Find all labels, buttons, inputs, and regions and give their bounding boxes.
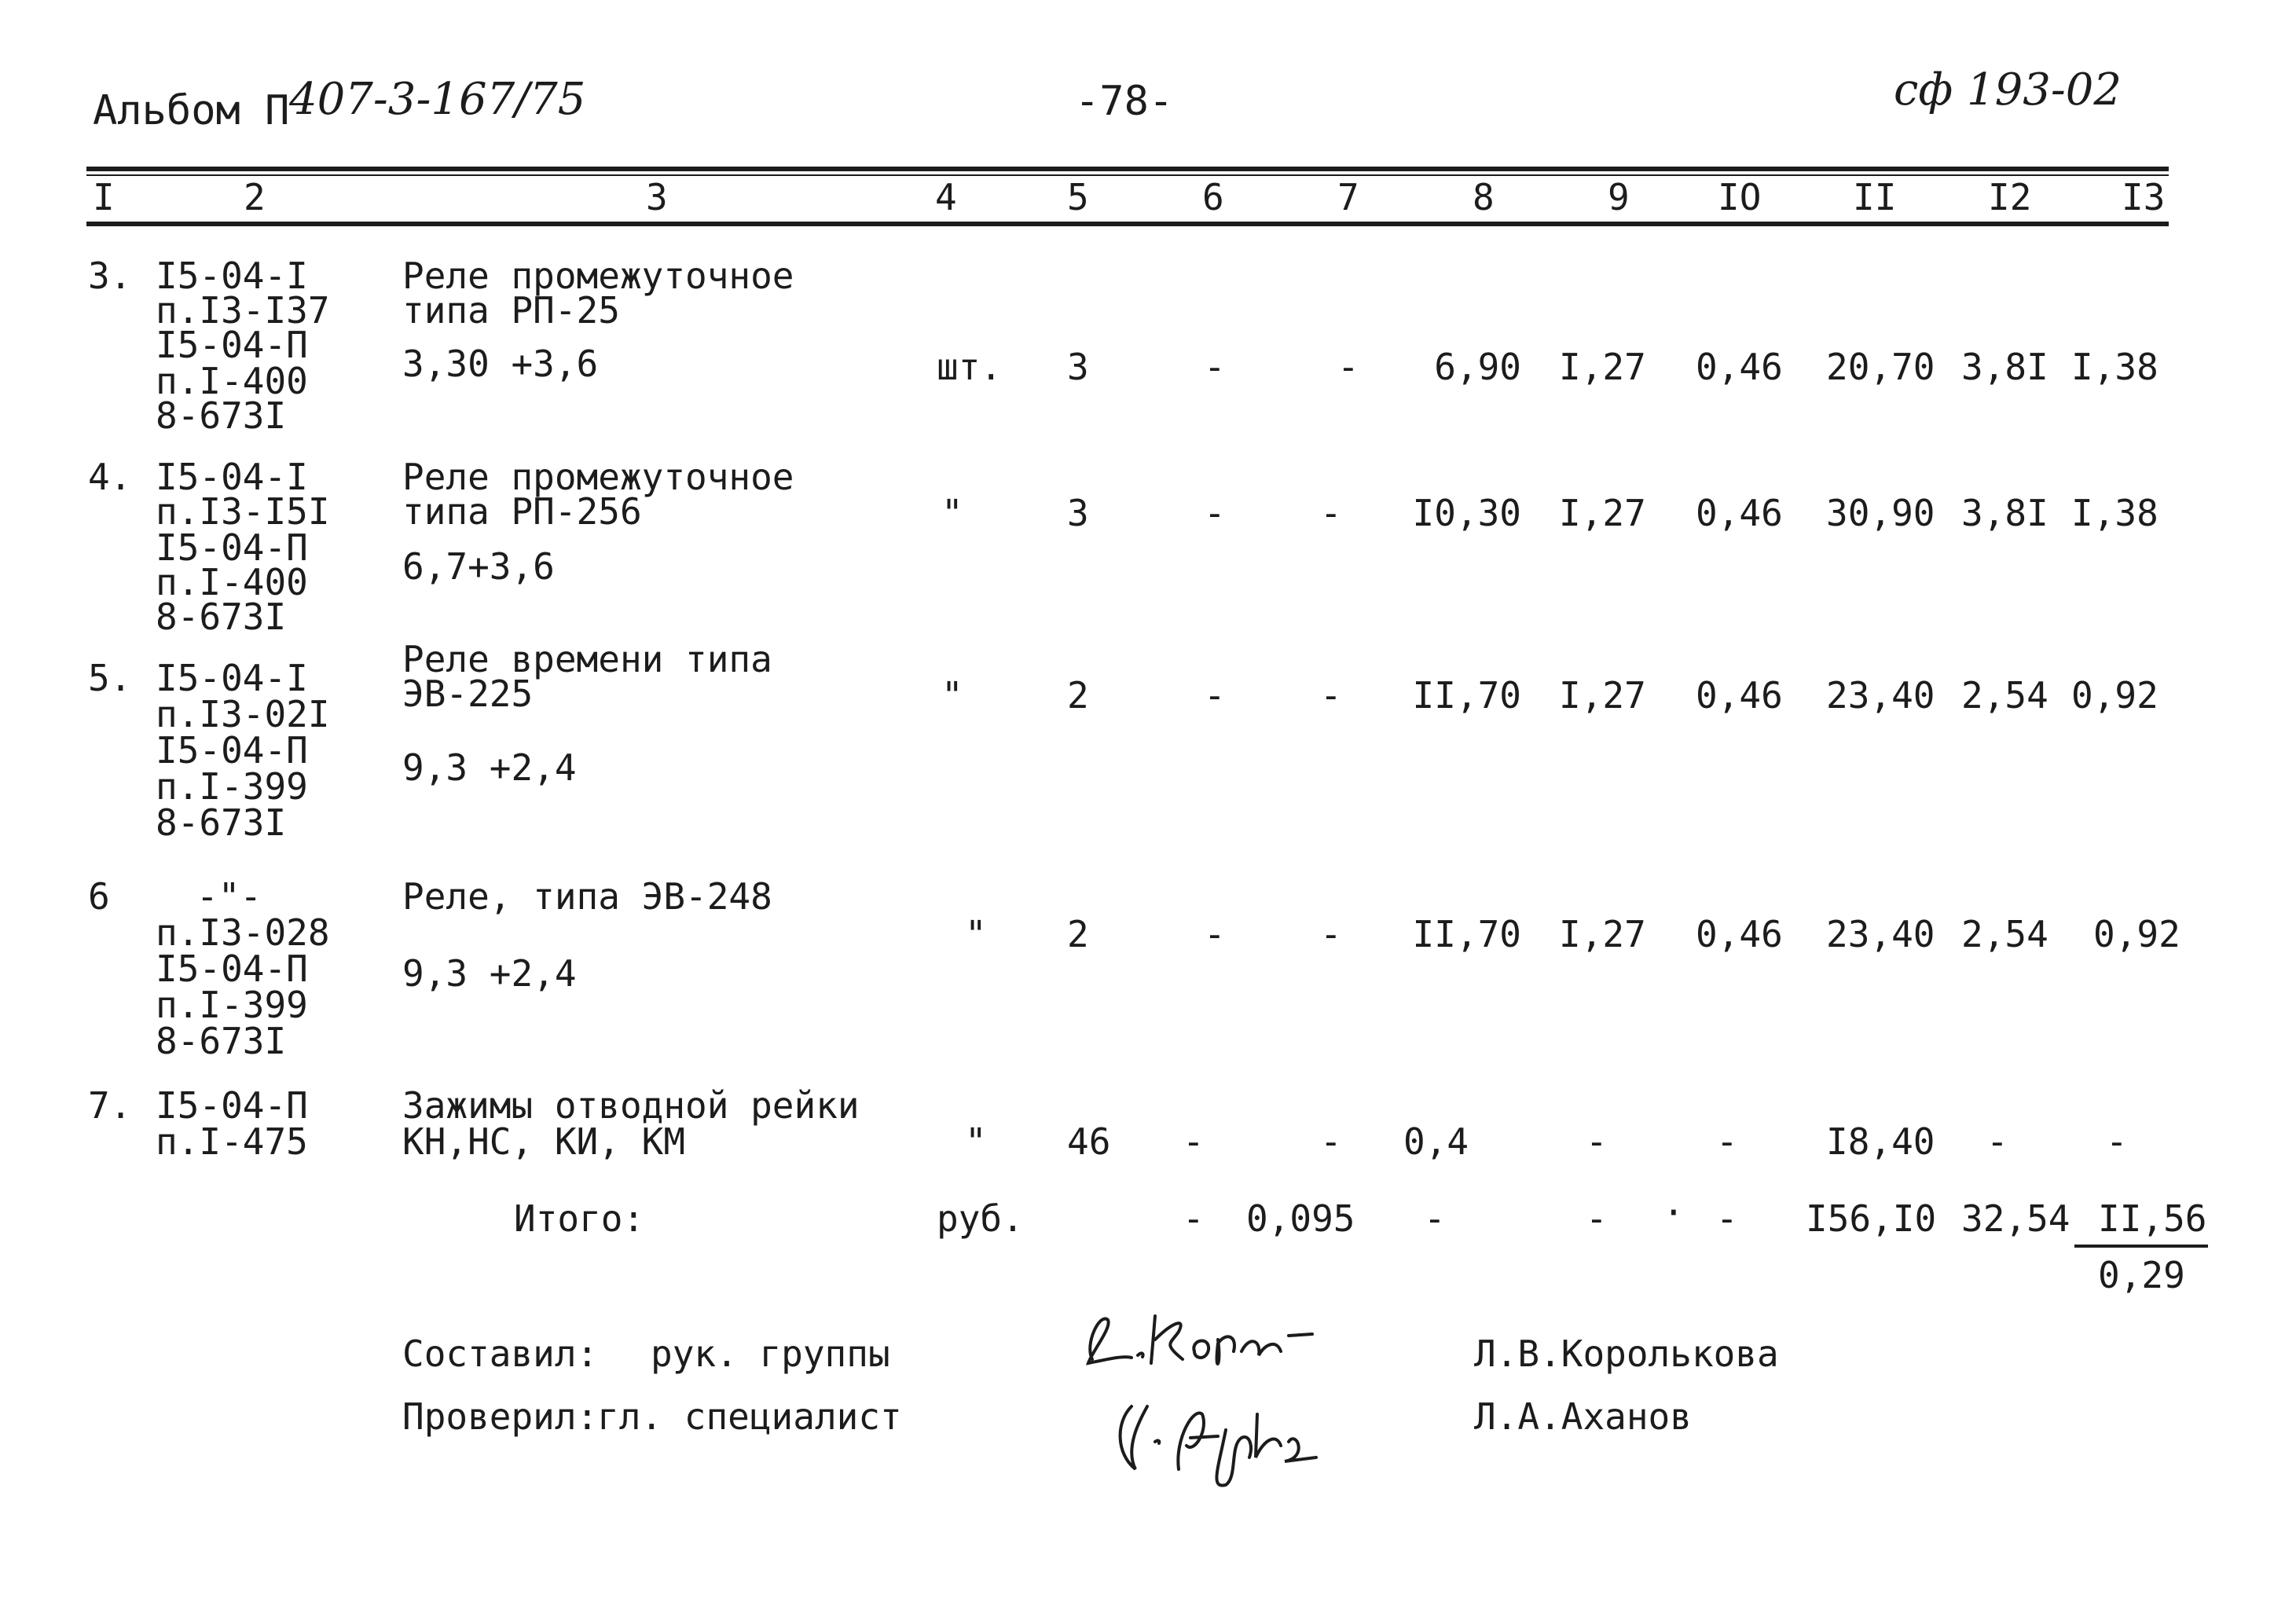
row-code: п.I3-028 [156,911,330,954]
row-number: 6 [88,875,110,918]
row-code: I5-04-I [156,657,308,699]
checked-label: Проверил: [402,1395,599,1438]
row-c10: 0,46 [1696,346,1783,388]
row-code: I5-04-I [156,456,308,498]
checked-name: Л.А.Аханов [1474,1395,1692,1438]
row-code: I5-04-П [156,526,308,569]
row-code: I5-04-П [156,729,308,772]
row-name: КН,НС, КИ, КМ [402,1120,686,1163]
row-c13: I,38 [2071,492,2158,534]
row-c13: I,38 [2071,346,2158,388]
sheet-code: сф 193-02 [1894,64,2122,115]
row-c11: 20,70 [1826,346,1935,388]
compiled-signature [1076,1296,1352,1383]
row-c11: 23,40 [1826,674,1935,717]
row-c7: - [1337,346,1359,388]
row-unit: " [965,913,987,955]
row-name: Реле промежуточное [402,255,794,297]
row-c6: - [1183,1120,1205,1163]
page-number: -78- [1075,78,1174,125]
row-code: п.I-399 [156,984,308,1026]
compiled-name: Л.В.Королькова [1474,1333,1779,1375]
col-8: 8 [1473,176,1495,218]
row-code: 8-673I [156,801,287,844]
row-code: п.I3-02I [156,693,330,735]
row-c12: 2,54 [1961,913,2048,955]
total-c7: 0,095 [1246,1197,1355,1240]
row-name: Зажимы отводной рейки [402,1084,860,1127]
row-formula: 9,3 +2,4 [402,746,577,789]
checked-signature [1100,1383,1352,1493]
row-formula: 3,30 +3,6 [402,343,599,385]
row-c8: II,70 [1412,674,1521,717]
row-c13: - [2106,1120,2128,1163]
row-c12: 2,54 [1961,674,2048,717]
row-c10: 0,46 [1696,913,1783,955]
total-c8: - [1424,1197,1446,1240]
row-number: 4. [88,456,132,498]
total-fraction-line [2074,1245,2208,1248]
total-c13: II,56 [2098,1197,2207,1240]
row-qty: 2 [1067,674,1089,717]
row-code: I5-04-I [156,255,308,297]
total-c13-below: 0,29 [2098,1254,2185,1296]
row-code: 8-673I [156,1020,287,1062]
row-c13: 0,92 [2071,674,2158,717]
compiled-label: Составил: [402,1333,599,1375]
row-code: п.I-399 [156,765,308,808]
row-unit: " [941,492,963,534]
row-c6: - [1204,492,1226,534]
total-c9: - [1586,1197,1608,1240]
row-c9: I,27 [1559,674,1646,717]
col-9: 9 [1608,176,1630,218]
total-label: Итого: [514,1197,645,1240]
row-code: п.I3-I37 [156,289,330,332]
row-c7: - [1320,674,1342,717]
col-11: II [1853,176,1897,218]
row-c8: 0,4 [1403,1120,1469,1163]
row-c11: 23,40 [1826,913,1935,955]
col-13: I3 [2122,176,2166,218]
row-c8: 6,90 [1434,346,1521,388]
compiled-role: рук. группы [651,1333,890,1375]
row-c9: I,27 [1559,913,1646,955]
row-c6: - [1204,913,1226,955]
row-code: I5-04-П [156,948,308,990]
row-name: типа РП-25 [402,289,620,332]
row-code: п.I-400 [156,561,308,603]
row-qty: 3 [1067,346,1089,388]
row-formula: 9,3 +2,4 [402,952,577,995]
row-c10: 0,46 [1696,492,1783,534]
total-c6: - [1183,1197,1205,1240]
row-c11: 30,90 [1826,492,1935,534]
row-name: типа РП-256 [402,490,642,533]
row-code: I5-04-П [156,1084,308,1127]
total-c11: I56,I0 [1806,1197,1937,1240]
col-6: 6 [1202,176,1224,218]
album-prefix: Альбом П [93,87,290,134]
row-qty: 3 [1067,492,1089,534]
row-c8: II,70 [1412,913,1521,955]
row-code: I5-04-П [156,324,308,366]
row-c11: I8,40 [1826,1120,1935,1163]
row-c7: - [1320,913,1342,955]
row-c9: I,27 [1559,492,1646,534]
row-unit: шт. [937,346,1003,388]
row-c12: 3,8I [1961,346,2048,388]
col-7: 7 [1337,176,1359,218]
col-3: 3 [646,176,668,218]
header-underline [86,222,2169,226]
row-formula: 6,7+3,6 [402,545,555,588]
row-c9: - [1586,1120,1608,1163]
row-name: Реле, типа ЭВ-248 [402,875,772,918]
row-c7: - [1320,1120,1342,1163]
total-c10: - [1716,1197,1738,1240]
row-number: 5. [88,657,132,699]
row-c8: I0,30 [1412,492,1521,534]
row-c12: 3,8I [1961,492,2048,534]
album-number: 407-3-167/75 [289,74,586,125]
row-name: Реле времени типа [402,638,772,680]
row-number: 3. [88,255,132,297]
row-number: 7. [88,1084,132,1127]
col-12: I2 [1988,176,2032,218]
total-c9b: · [1663,1191,1685,1234]
row-name: Реле промежуточное [402,456,794,498]
col-4: 4 [935,176,957,218]
row-code: п.I-475 [156,1120,308,1163]
col-1: I [93,176,115,218]
row-code: -"- [196,875,262,918]
row-code: п.I-400 [156,360,308,402]
top-double-rule [86,167,2169,171]
col-2: 2 [244,176,266,218]
row-c10: 0,46 [1696,674,1783,717]
checked-role: гл. специалист [597,1395,902,1438]
row-code: п.I3-I5I [156,490,330,533]
col-5: 5 [1067,176,1089,218]
row-qty: 46 [1067,1120,1111,1163]
row-c12: - [1986,1120,2008,1163]
row-c13: 0,92 [2093,913,2180,955]
total-unit: руб. [937,1197,1024,1240]
row-c10: - [1716,1120,1738,1163]
row-code: 8-673I [156,596,287,638]
row-c9: I,27 [1559,346,1646,388]
row-name: ЭВ-225 [402,673,534,715]
col-10: IO [1718,176,1762,218]
row-unit: " [965,1120,987,1163]
total-c12: 32,54 [1961,1197,2070,1240]
row-code: 8-673I [156,394,287,437]
row-c6: - [1204,346,1226,388]
row-c6: - [1204,674,1226,717]
row-c7: - [1320,492,1342,534]
row-unit: " [941,674,963,717]
row-qty: 2 [1067,913,1089,955]
